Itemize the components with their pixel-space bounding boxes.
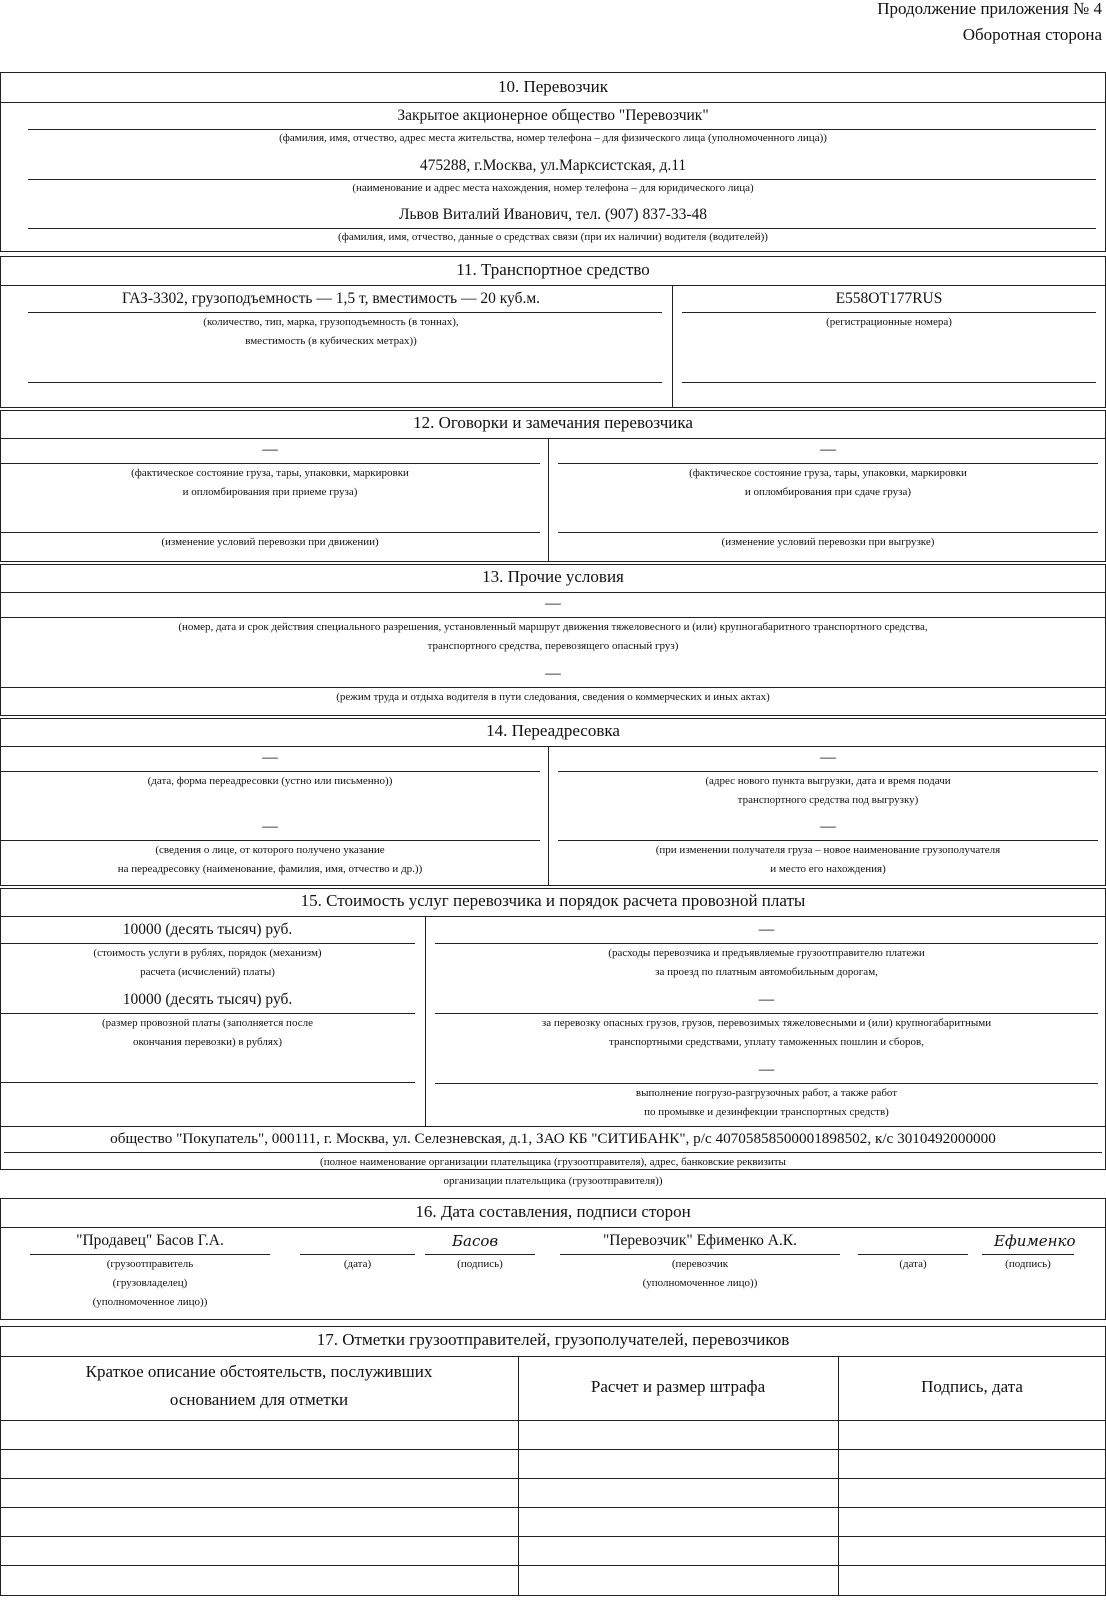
marks-row-line	[0, 1507, 1106, 1508]
carrier-name-caption: (фамилия, имя, отчество, адрес места жительства, номер телефона – для физического лица (уполномоченного лица))	[279, 132, 827, 144]
vehicle-caption-2: вместимость (в кубических метрах))	[245, 335, 417, 347]
carrier-date-caption: (дата)	[899, 1258, 927, 1270]
marks-col-description-line-2: основанием для отметки	[169, 1390, 349, 1409]
marks-row-line	[0, 1478, 1106, 1479]
remarks-left-caption-2: и опломбирования при приеме груза)	[182, 486, 358, 498]
readdress-person-caption-1: (сведения о лице, от которого получено указание	[155, 844, 385, 856]
freight-fee-caption-2: окончания перевозки) в рублях)	[132, 1036, 283, 1048]
readdress-new-receiver-value: —	[820, 818, 836, 835]
freight-fee-caption-1: (размер провозной платы (заполняется после	[102, 1017, 313, 1029]
readdress-person-value: —	[262, 818, 278, 835]
other-conditions-value-1: —	[545, 595, 561, 612]
service-cost-value: 10000 (десять тысяч) руб.	[122, 921, 293, 938]
carrier-address-caption: (наименование и адрес места нахождения, номер телефона – для юридического лица)	[352, 182, 754, 194]
service-cost-caption-2: расчета (исчислений) платы)	[140, 966, 275, 978]
remarks-right-caption-2: и опломбирования при сдаче груза)	[744, 486, 912, 498]
remarks-left-value: —	[262, 441, 278, 458]
carrier-expenses-caption-2a: за перевозку опасных грузов, грузов, перевозимых тяжеловесными и (или) крупногабаритными	[541, 1017, 992, 1029]
carrier-signature: Ефименко	[994, 1232, 1076, 1250]
marks-row-line	[0, 1420, 1106, 1421]
other-conditions-caption-1a: (номер, дата и срок действия специального разрешения, установленный маршрут движения тяжеловесного и (или) крупногабаритного транспортного средства,	[178, 621, 928, 633]
carrier-expenses-caption-1b: за проезд по платным автомобильным дорогам,	[655, 966, 878, 978]
readdress-date-caption: (дата, форма переадресовки (устно или письменно))	[147, 775, 393, 787]
marks-row-line	[0, 1565, 1106, 1566]
section-10-title: 10. Перевозчик	[497, 77, 609, 96]
remarks-left-caption-3: (изменение условий перевозки при движении)	[161, 536, 379, 548]
vehicle-description: ГАЗ-3302, грузоподъемность — 1,5 т, вместимость — 20 куб.м.	[121, 290, 541, 307]
shipper-caption-3: (уполномоченное лицо))	[92, 1296, 208, 1308]
freight-fee-value: 10000 (десять тысяч) руб.	[122, 991, 293, 1008]
remarks-right-value: —	[820, 441, 836, 458]
carrier-expenses-caption-1a: (расходы перевозчика и предъявляемые грузоотправителю платежи	[608, 947, 925, 959]
marks-col-fine: Расчет и размер штрафа	[590, 1377, 766, 1396]
readdress-date-value: —	[262, 749, 278, 766]
carrier-expenses-value-1: —	[758, 921, 775, 938]
vehicle-caption-1: (количество, тип, марка, грузоподъемность (в тоннах),	[203, 316, 459, 328]
marks-row-line	[0, 1449, 1106, 1450]
carrier-expenses-value-2: —	[758, 991, 775, 1008]
readdress-new-point-caption-2: транспортного средства под выгрузку)	[737, 794, 919, 806]
payer-caption-1: (полное наименование организации плательщика (грузоотправителя), адрес, банковские реквизиты	[320, 1156, 786, 1168]
shipper-date-caption: (дата)	[343, 1258, 372, 1270]
carrier-signer-name: "Перевозчик" Ефименко А.К.	[602, 1232, 798, 1249]
other-conditions-value-2: —	[545, 665, 561, 682]
carrier-address: 475288, г.Москва, ул.Марксистская, д.11	[419, 157, 687, 174]
payer-details: общество "Покупатель", 000111, г. Москва, ул. Селезневская, д.1, ЗАО КБ "СИТИБАНК", р/с 40705858500001898502, к/с 3010492000000	[110, 1130, 996, 1147]
readdress-new-point-caption-1: (адрес нового пункта выгрузки, дата и время подачи	[705, 775, 951, 787]
readdress-new-receiver-caption-1: (при изменении получателя груза – новое наименование грузополучателя	[655, 844, 1001, 856]
shipper-sign-caption: (подпись)	[457, 1258, 503, 1270]
registration-number: Е558ОТ177RUS	[835, 290, 943, 307]
other-conditions-caption-2: (режим труда и отдыха водителя в пути следования, сведения о коммерческих и иных актах)	[336, 691, 770, 703]
section-11-title: 11. Транспортное средство	[456, 260, 650, 279]
section-12-title: 12. Оговорки и замечания перевозчика	[413, 413, 693, 432]
section-13-title: 13. Прочие условия	[482, 567, 624, 586]
other-conditions-caption-1b: транспортного средства, перевозящего опасный груз)	[427, 640, 679, 652]
section-17-title: 17. Отметки грузоотправителей, грузополучателей, перевозчиков	[316, 1330, 790, 1349]
header-appendix-line: Продолжение приложения № 4	[877, 0, 1102, 18]
carrier-name: Закрытое акционерное общество "Перевозчик"	[397, 107, 709, 124]
carrier-expenses-caption-2b: транспортными средствами, уплату таможенных пошлин и сборов,	[609, 1036, 924, 1048]
registration-caption: (регистрационные номера)	[826, 316, 952, 328]
carrier-signer-caption-2: (уполномоченное лицо))	[642, 1277, 758, 1289]
payer-caption-2: организации плательщика (грузоотправителя))	[443, 1175, 663, 1187]
shipper-caption-1: (грузоотправитель	[106, 1258, 194, 1270]
carrier-signer-caption-1: (перевозчик	[671, 1258, 729, 1270]
marks-col-signature-date: Подпись, дата	[921, 1377, 1023, 1396]
marks-col-description-line-1: Краткое описание обстоятельств, послуживших	[85, 1362, 433, 1381]
readdress-new-point-value: —	[820, 749, 836, 766]
carrier-expenses-caption-3a: выполнение погрузо-разгрузочных работ, а также работ	[635, 1087, 898, 1099]
service-cost-caption-1: (стоимость услуги в рублях, порядок (механизм)	[93, 947, 322, 959]
section-15-title: 15. Стоимость услуг перевозчика и порядок расчета провозной платы	[300, 891, 806, 910]
section-14-title: 14. Переадресовка	[486, 721, 620, 740]
page-header	[877, 0, 1102, 48]
remarks-right-caption-1: (фактическое состояние груза, тары, упаковки, маркировки	[689, 467, 967, 479]
readdress-person-caption-2: на переадресовку (наименование, фамилия, имя, отчество и др.))	[117, 863, 423, 875]
shipper-caption-2: (грузовладелец)	[112, 1277, 188, 1289]
remarks-left-caption-1: (фактическое состояние груза, тары, упаковки, маркировки	[131, 467, 409, 479]
driver-info-caption: (фамилия, имя, отчество, данные о средствах связи (при их наличии) водителя (водителей))	[338, 231, 768, 243]
shipper-name: "Продавец" Басов Г.А.	[76, 1232, 224, 1249]
section-16-title: 16. Дата составления, подписи сторон	[415, 1202, 691, 1221]
header-side-line: Оборотная сторона	[962, 25, 1102, 44]
marks-row-line	[0, 1536, 1106, 1537]
driver-info: Львов Виталий Иванович, тел. (907) 837-33-48	[398, 206, 708, 223]
carrier-expenses-value-3: —	[758, 1061, 775, 1078]
readdress-new-receiver-caption-2: и место его нахождения)	[770, 863, 886, 875]
shipper-signature: Басов	[452, 1232, 499, 1250]
carrier-sign-caption: (подпись)	[1005, 1258, 1051, 1270]
carrier-expenses-caption-3b: по промывке и дезинфекции транспортных средств)	[644, 1106, 889, 1118]
remarks-right-caption-3: (изменение условий перевозки при выгрузке)	[721, 536, 935, 548]
